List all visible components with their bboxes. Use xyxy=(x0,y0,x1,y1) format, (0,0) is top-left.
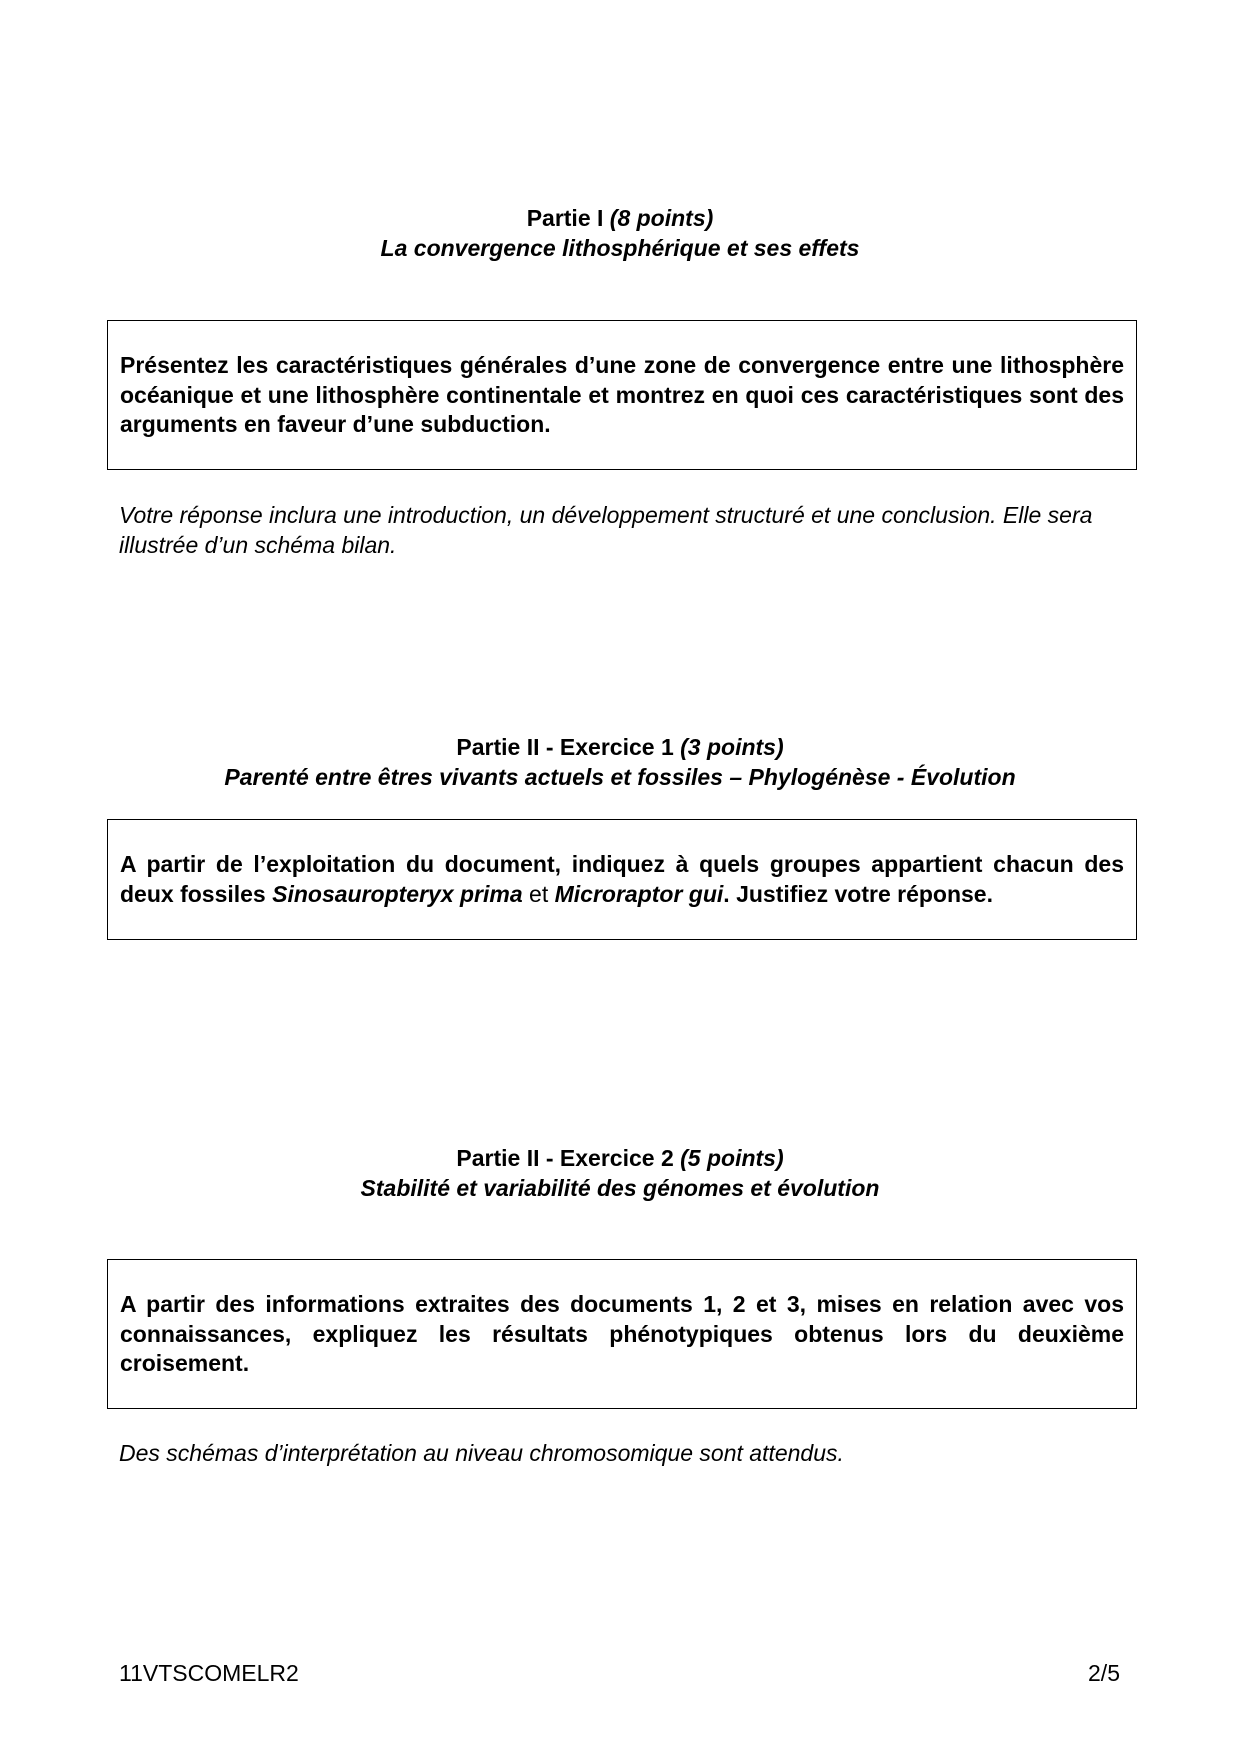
part2-ex2-points: (5 points) xyxy=(680,1145,784,1171)
part2-ex1-question-end: . Justifiez votre réponse. xyxy=(723,880,993,907)
part1-subtitle: La convergence lithosphérique et ses effets xyxy=(380,235,860,261)
part2-ex1-heading: Partie II - Exercice 1 xyxy=(456,734,674,760)
part2-ex1-title xyxy=(0,732,1240,762)
part1-question-box xyxy=(107,320,1137,470)
footer-code: 11VTSCOMELR2 xyxy=(119,1660,299,1686)
part2-ex2-question: A partir des informations extraites des documents 1, 2 et 3, mises en relation avec vos connaissances, expliquez les résultats phénotypiques obtenus lors du deuxième croisement. xyxy=(120,1291,1124,1376)
part2-ex1-question-start: A partir de l’exploitation du document, indiquez à quels groupes appartient chacun des deux fossiles xyxy=(120,851,1124,907)
part2-ex1-question-box xyxy=(107,819,1137,940)
part1-heading: Partie I xyxy=(526,205,604,231)
part1-note: Votre réponse inclura une introduction, un développement structuré et une conclusion. Elle sera illustrée d’un schéma bilan. xyxy=(119,502,1093,558)
part2-ex2-title xyxy=(0,1143,1240,1173)
part1-question: Présentez les caractéristiques générales d’une zone de convergence entre une lithosphère océanique et une lithosphère continentale et montrez en quoi ces caractéristiques sont des arguments en faveur d’une subduction. xyxy=(120,352,1124,437)
fossil-name-2: Microraptor gui xyxy=(554,880,724,907)
part2-ex2-header xyxy=(0,1143,1240,1203)
part2-ex1-subtitle: Parenté entre êtres vivants actuels et fossiles – Phylogénèse - Évolution xyxy=(224,764,1016,790)
part2-ex2-heading: Partie II - Exercice 2 xyxy=(456,1145,674,1171)
part1-title xyxy=(0,203,1240,233)
part2-ex2-subtitle: Stabilité et variabilité des génomes et évolution xyxy=(360,1175,880,1201)
part1-points: (8 points) xyxy=(609,205,714,231)
footer-page-number: 2/5 xyxy=(1088,1660,1120,1686)
part2-ex1-points: (3 points) xyxy=(680,734,784,760)
part1-header xyxy=(0,203,1240,263)
part2-ex2-question-box xyxy=(107,1259,1137,1409)
fossil-name-1: Sinosauropteryx prima xyxy=(272,880,523,907)
part2-ex1-header xyxy=(0,732,1240,792)
part2-ex1-question xyxy=(120,850,1124,909)
part2-ex1-question-conj: et xyxy=(522,880,555,907)
part2-ex2-note: Des schémas d’interprétation au niveau chromosomique sont attendus. xyxy=(119,1440,844,1466)
